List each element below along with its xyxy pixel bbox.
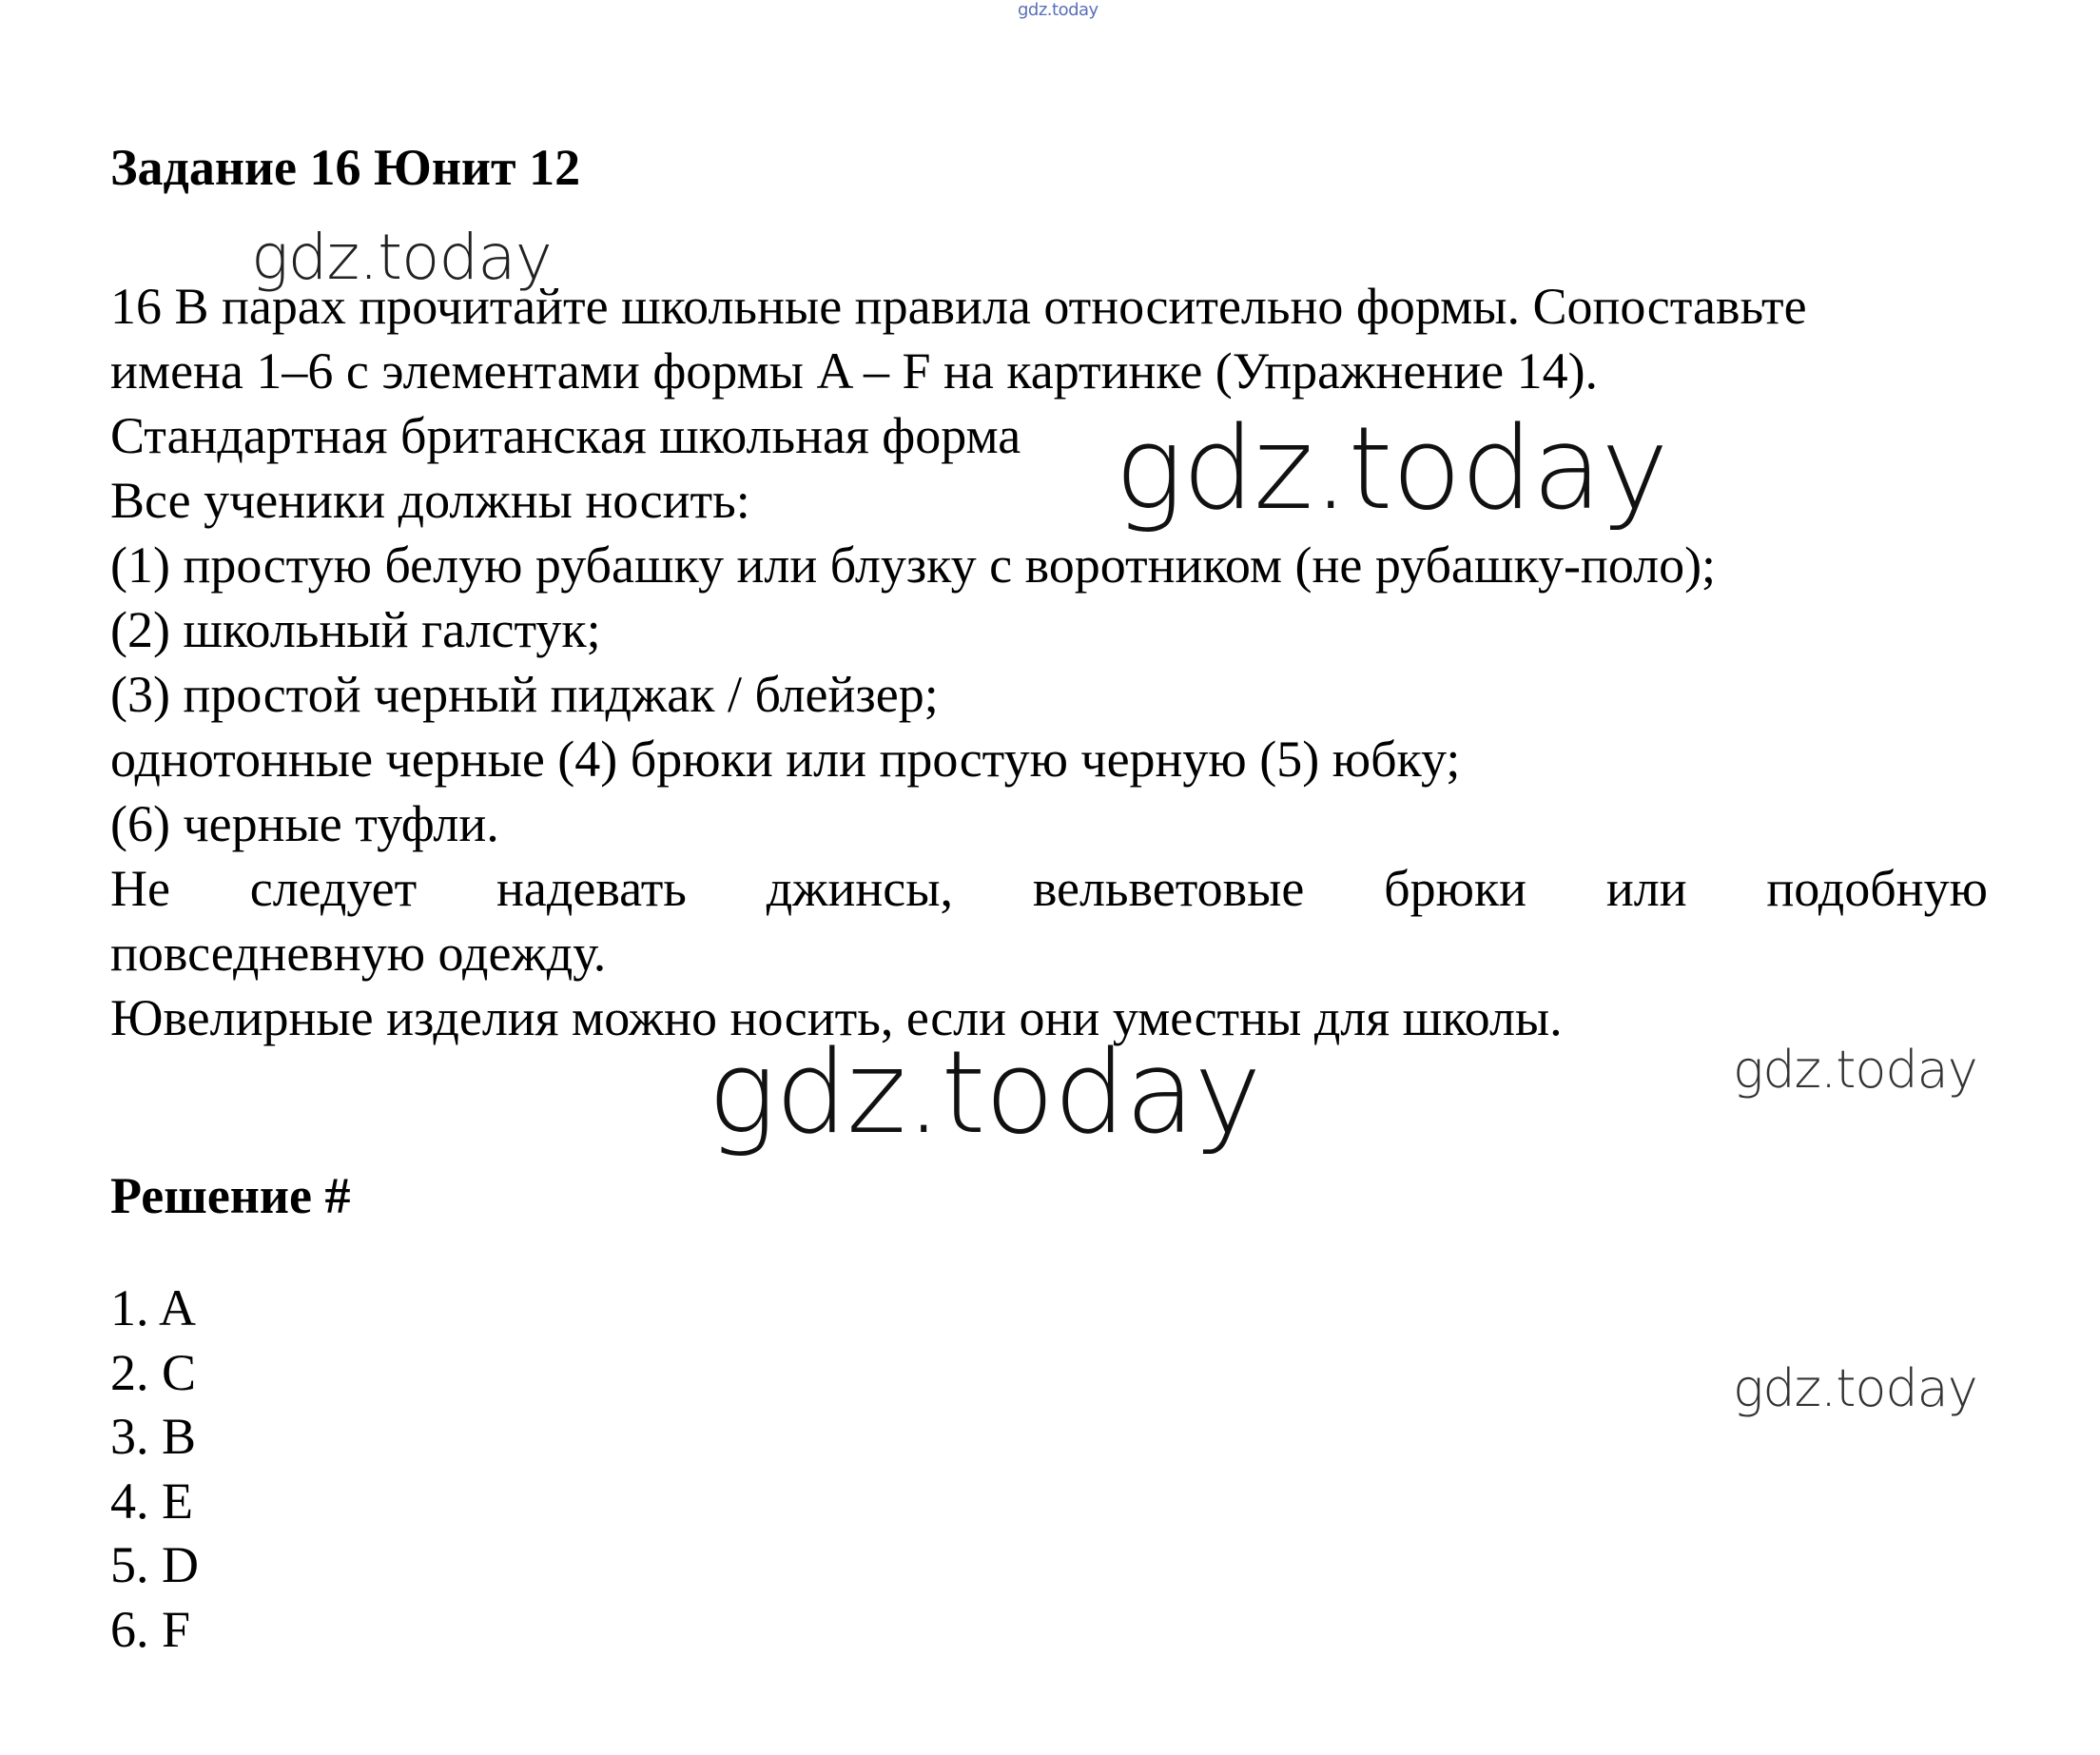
task-line: 16 В парах прочитайте школьные правила относительно формы. Сопоставьте bbox=[110, 278, 1807, 335]
task-line: Стандартная британская школьная форма bbox=[110, 407, 1021, 464]
task-word: или bbox=[1605, 860, 1687, 917]
task-line: Все ученики должны носить: bbox=[110, 472, 750, 529]
task-line: (6) черные туфли. bbox=[110, 795, 499, 852]
task-line: (2) школьный галстук; bbox=[110, 601, 601, 658]
watermark: gdz.today bbox=[251, 221, 552, 294]
answer-item: 3. B bbox=[110, 1408, 197, 1465]
task-word: джинсы, bbox=[766, 860, 954, 917]
watermark: gdz.today bbox=[708, 1027, 1261, 1160]
answer-item: 1. A bbox=[110, 1279, 197, 1336]
task-line: имена 1–6 с элементами формы A – F на картинке (Упражнение 14). bbox=[110, 342, 1599, 400]
task-line: (1) простую белую рубашку или блузку с воротником (не рубашку-поло); bbox=[110, 536, 1717, 594]
site-mark: gdz.today bbox=[1018, 0, 1099, 20]
answer-list bbox=[110, 1277, 199, 1662]
answer-item: 2. C bbox=[110, 1343, 197, 1401]
answer-item: 6. F bbox=[110, 1600, 191, 1658]
task-word: Не bbox=[110, 860, 170, 917]
task-word: подобную bbox=[1766, 860, 1988, 917]
task-line: Ювелирные изделия можно носить, если они уместны для школы. bbox=[110, 989, 1563, 1046]
task-line-justified bbox=[110, 856, 1988, 921]
task-text bbox=[110, 274, 1988, 1050]
watermark: gdz.today bbox=[1115, 403, 1668, 536]
task-line: (3) простой черный пиджак / блейзер; bbox=[110, 666, 939, 723]
answer-item: 4. E bbox=[110, 1472, 193, 1530]
task-title: Задание 16 Юнит 12 bbox=[110, 139, 581, 196]
task-word: брюки bbox=[1384, 860, 1527, 917]
answer-item: 5. D bbox=[110, 1536, 199, 1593]
solution-title: Решение # bbox=[110, 1167, 351, 1224]
watermark: gdz.today bbox=[1733, 1040, 1977, 1100]
watermark: gdz.today bbox=[1733, 1358, 1977, 1418]
task-word: надевать bbox=[496, 860, 687, 917]
task-word: следует bbox=[249, 860, 418, 917]
task-line: однотонные черные (4) брюки или простую черную (5) юбку; bbox=[110, 731, 1461, 788]
task-line: повседневную одежду. bbox=[110, 925, 607, 982]
task-word: вельветовые bbox=[1032, 860, 1305, 917]
